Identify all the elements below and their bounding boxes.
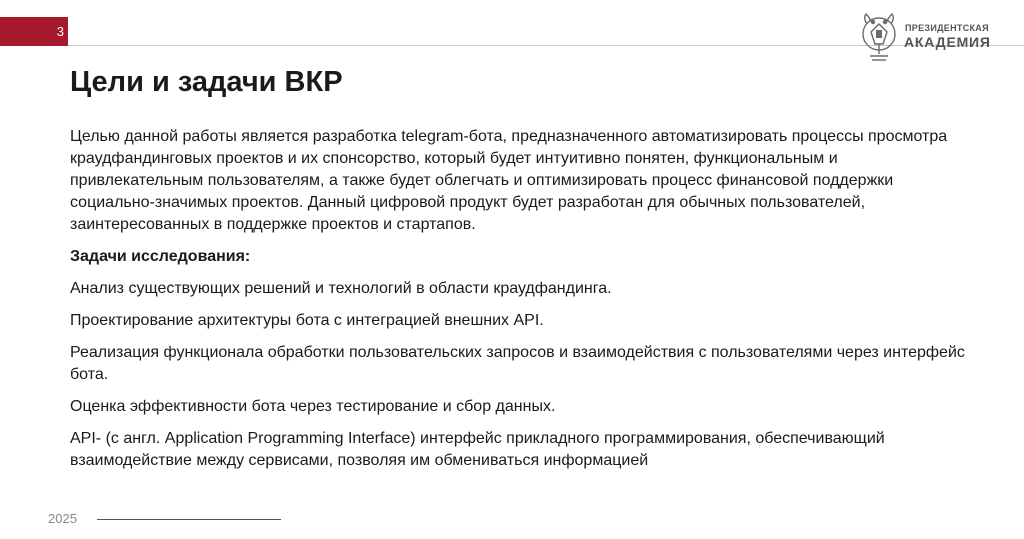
api-definition: API- (с англ. Application Programming Interface) интерфейс прикладного программирования, обеспечивающий взаимодействие между сервисами, позволяя им обмениваться информацией: [70, 430, 885, 469]
task-item: Проектирование архитектуры бота с интеграцией внешних API.: [70, 312, 544, 329]
logo-text-line1: ПРЕЗИДЕНТСКАЯ: [905, 23, 989, 33]
logo-text-line2: АКАДЕМИЯ: [904, 34, 991, 50]
task-item: Оценка эффективности бота через тестирование и сбор данных.: [70, 398, 556, 415]
task-item: Реализация функционала обработки пользовательских запросов и взаимодействия с пользователями через интерфейс бота.: [70, 344, 965, 383]
academy-logo: [858, 10, 991, 66]
double-headed-eagle-emblem-icon: [858, 10, 900, 66]
page-title: Цели и задачи ВКР: [70, 66, 343, 98]
task-item: Анализ существующих решений и технологий в области краудфандинга.: [70, 280, 612, 297]
goal-paragraph: Целью данной работы является разработка telegram-бота, предназначенного автоматизировать процессы просмотра краудфандинговых проектов и их спонсорство, который будет интуитивно понятен, функциональным и привлекательным пользователям, а также будет облегчать и оптимизировать процесс финансовой поддержки социально-значимых проектов. Данный цифровой продукт будет разработан для обычных пользователей, заинтересованных в поддержке проектов и стартапов.: [70, 128, 948, 233]
footer-divider: [97, 519, 281, 520]
slide-number: 3: [0, 17, 68, 46]
tasks-heading: Задачи исследования:: [70, 248, 251, 265]
footer-year: 2025: [48, 511, 77, 526]
slide-body: [70, 126, 970, 482]
